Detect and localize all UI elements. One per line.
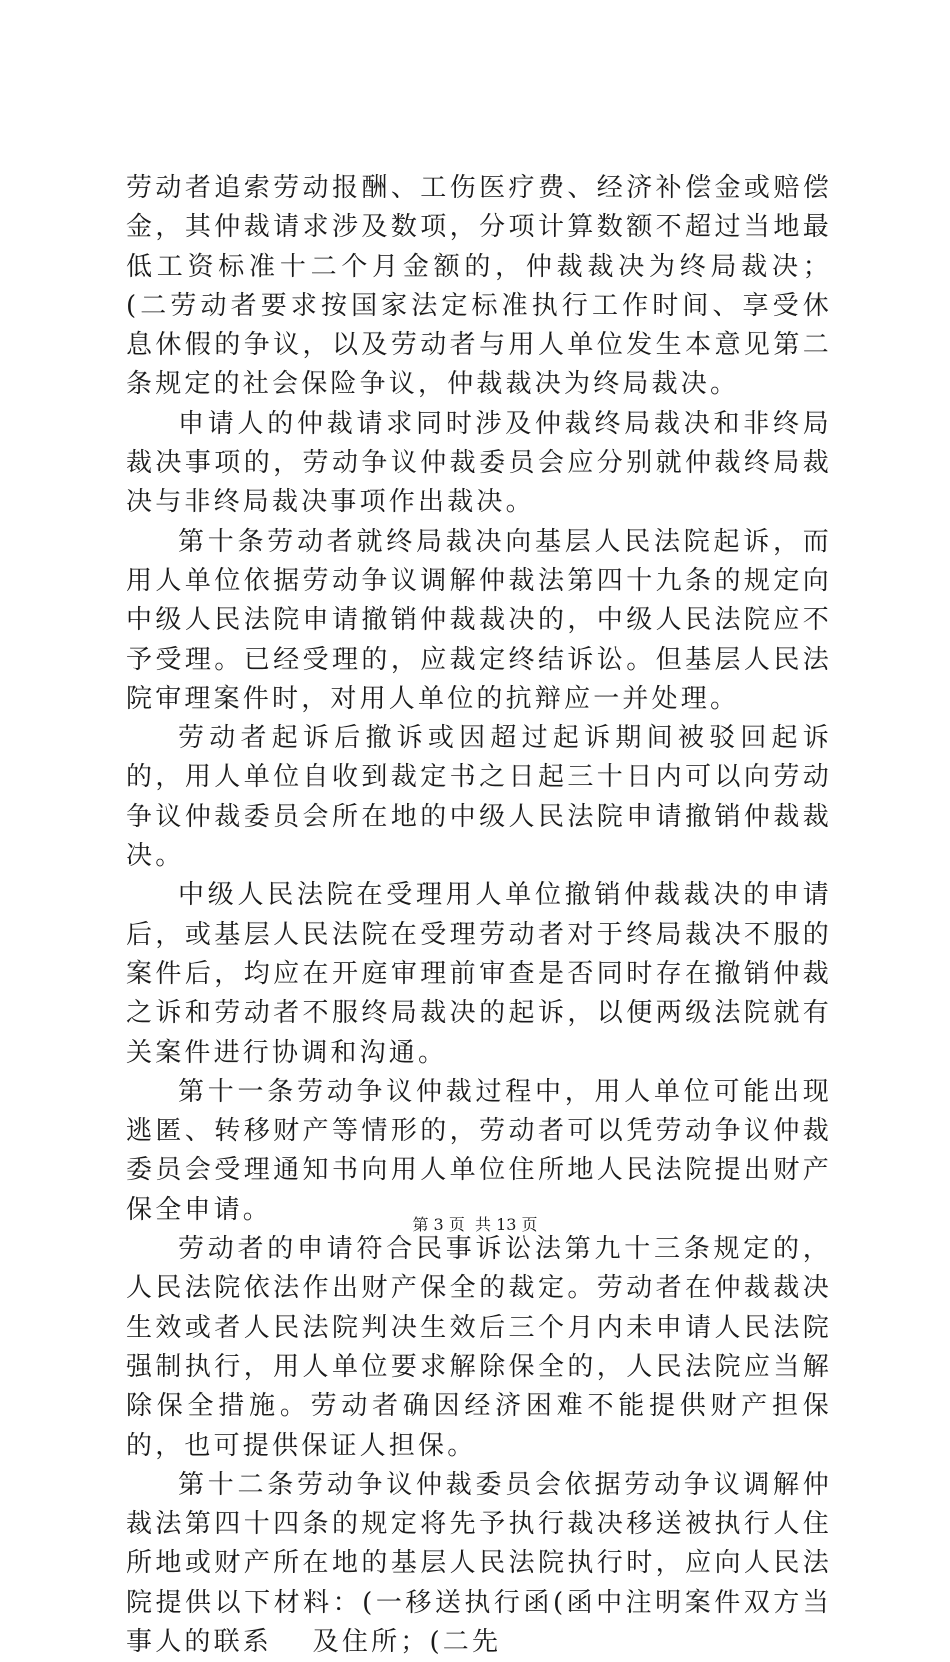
- paragraph-3: 第十条劳动者就终局裁决向基层人民法院起诉，而用人单位依据劳动争议调解仲裁法第四十九条的规定向中级人民法院申请撤销仲裁裁决的，中级人民法院应不予受理。已经受理的，应裁定终结诉讼。但基层人民法院审理案件时，对用人单位的抗辩应一并处理。: [126, 526, 832, 714]
- paragraph-7: 劳动者的申请符合民事诉讼法第九十三条规定的，人民法院依法作出财产保全的裁定。劳动者在仲裁裁决生效或者人民法院判决生效后三个月内未申请人民法院强制执行，用人单位要求解除保全的，人民法院应当解除保全措施。劳动者确因经济困难不能提供财产担保的，也可提供保证人担保。: [126, 1234, 832, 1461]
- paragraph-1: 劳动者追索劳动报酬、工伤医疗费、经济补偿金或赔偿金，其仲裁请求涉及数项，分项计算数额不超过当地最低工资标准十二个月金额的，仲裁裁决为终局裁决；(二劳动者要求按国家法定标准执行工作时间、享受休息休假的争议，以及劳动者与用人单位发生本意见第二条规定的社会保险争议，仲裁裁决为终局裁决。: [126, 173, 832, 400]
- paragraph-6: 第十一条劳动争议仲裁过程中，用人单位可能出现逃匿、转移财产等情形的，劳动者可以凭劳动争议仲裁委员会受理通知书向用人单位住所地人民法院提出财产保全申请。: [126, 1076, 832, 1225]
- document-body: [126, 169, 832, 1662]
- paragraph-4: 劳动者起诉后撤诉或因超过起诉期间被驳回起诉的，用人单位自收到裁定书之日起三十日内可以向劳动争议仲裁委员会所在地的中级人民法院申请撤销仲裁裁决。: [126, 723, 832, 872]
- paragraph-5: 中级人民法院在受理用人单位撤销仲裁裁决的申请后，或基层人民法院在受理劳动者对于终局裁决不服的案件后，均应在开庭审理前审查是否同时存在撤销仲裁之诉和劳动者不服终局裁决的起诉，以便两级法院就有关案件进行协调和沟通。: [126, 880, 832, 1068]
- page-footer: [0, 1212, 950, 1235]
- paragraph-2: 申请人的仲裁请求同时涉及仲裁终局裁决和非终局裁决事项的，劳动争议仲裁委员会应分别就仲裁终局裁决与非终局裁决事项作出裁决。: [126, 408, 832, 518]
- page-number-label: 第 3 页 共 13 页: [412, 1215, 538, 1234]
- paragraph-8: 第十二条劳动争议仲裁委员会依据劳动争议调解仲裁法第四十四条的规定将先予执行裁决移送被执行人住所地或财产所在地的基层人民法院执行时，应向人民法院提供以下材料：(一移送执行函(函中注明案件双方当事人的联系 及住所；(二先: [126, 1469, 832, 1657]
